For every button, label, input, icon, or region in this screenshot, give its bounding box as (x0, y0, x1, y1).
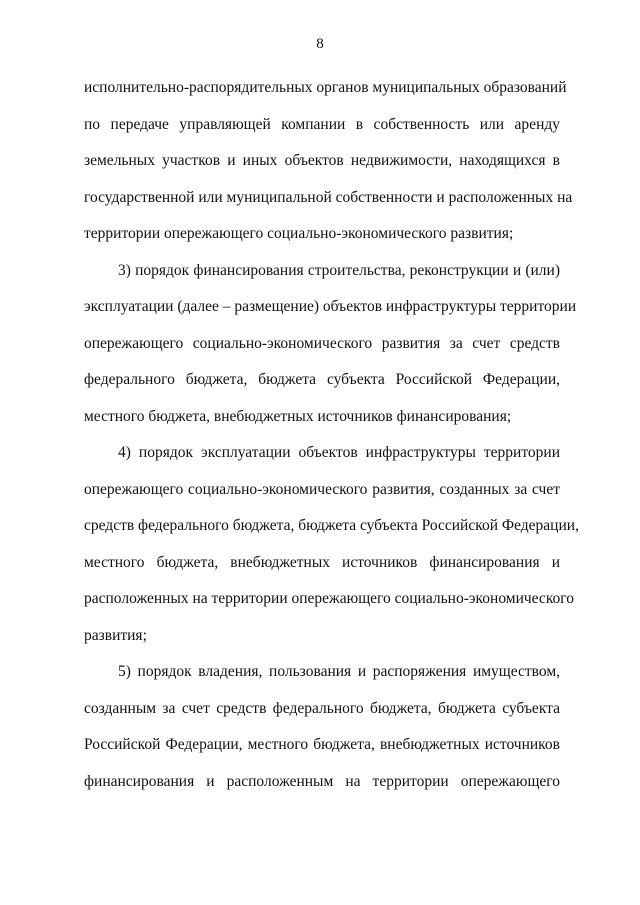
text-line: финансирования и расположенным на территории опережающего (84, 772, 560, 790)
text-line: опережающего социально-экономического развития, созданных за счет (84, 480, 560, 498)
paragraph-2 (84, 253, 577, 436)
text-line: 5) порядок владения, пользования и распоряжения имуществом, (118, 663, 560, 680)
page-number: 8 (316, 36, 324, 52)
text-line: 3) порядок финансирования строительства, реконструкции и (или) (118, 261, 560, 279)
text-line: земельных участков и иных объектов недвижимости, находящихся в (84, 152, 560, 169)
text-line: государственной или муниципальной собственности и расположенных на (84, 188, 573, 206)
text-line: эксплуатации (далее – размещение) объектов инфраструктуры территории (84, 298, 577, 315)
text-line: Российской Федерации, местного бюджета, внебюджетных источников (84, 736, 560, 753)
text-line: опережающего социально-экономического развития за счет средств (84, 334, 560, 352)
paragraph-3 (84, 435, 579, 654)
paragraph-4 (84, 654, 560, 800)
text-line: исполнительно-распорядительных органов муниципальных образований (84, 79, 567, 96)
text-line: 4) порядок эксплуатации объектов инфраструктуры территории (118, 444, 560, 461)
text-line: расположенных на территории опережающего социально-экономического (84, 590, 575, 607)
text-line: созданным за счет средств федерального бюджета, бюджета субъекта (84, 699, 560, 717)
paragraph-1 (84, 70, 573, 253)
document-body (84, 70, 579, 800)
text-line: по передаче управляющей компании в собственность или аренду (84, 115, 560, 133)
text-line: федерального бюджета, бюджета субъекта Российской Федерации, (84, 371, 560, 388)
text-line: местного бюджета, внебюджетных источников финансирования и (84, 553, 560, 571)
text-line: территории опережающего социально-экономического развития; (84, 225, 514, 242)
text-line: развития; (84, 626, 147, 644)
text-line: местного бюджета, внебюджетных источников финансирования; (84, 407, 512, 425)
text-line: средств федерального бюджета, бюджета субъекта Российской Федерации, (84, 517, 579, 534)
